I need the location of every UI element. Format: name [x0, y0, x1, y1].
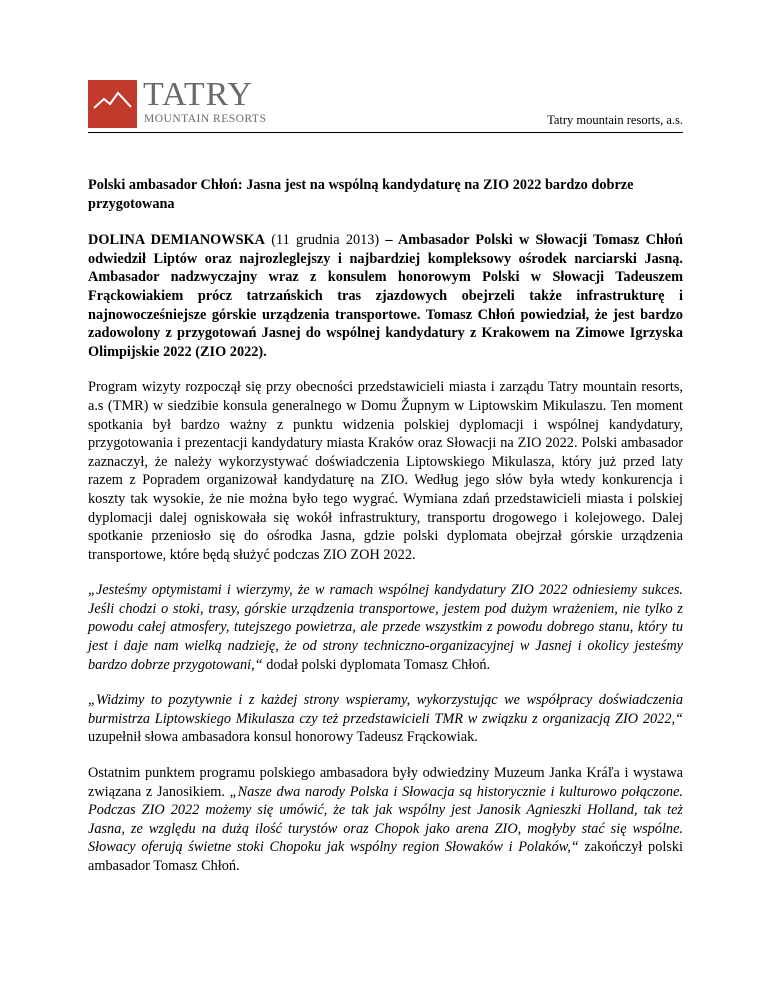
lead-text: – Ambasador Polski w Słowacji Tomasz Chłoń odwiedził Liptów oraz najrozleglejszy i najbardziej kompleksowy ośrodek narciarski Jasną. Ambasador nadzwyczajny wraz z konsulem honorowym Polski w Słowacji Tadeuszem Frąckowiakiem prócz tatrzańskich tras zjazdowych obejrzeli także infrastrukturę i najnowocześniejsze górskie urządzenia transportowe. Tomasz Chłoń powiedział, że jest bardzo zadowolony z przygotowań Jasnej do wspólnej kandydatury z Krakowem na Zimowe Igrzyska Olimpijskie 2022 (ZIO 2022).	[88, 232, 683, 360]
quote-attribution: zakończył polski ambasador Tomasz Chłoń.	[88, 839, 683, 874]
paragraph-quote-ambassador	[88, 581, 683, 674]
article-body	[88, 176, 683, 893]
paragraph-program: Program wizyty rozpoczął się przy obecności przedstawicieli miasta i zarządu Tatry mountain resorts, a.s (TMR) w siedzibie konsula generalnego w Domu Župnym w Liptowskim Mikulaszu. Ten moment spotkania był bardzo ważny z punktu widzenia polskiej dyplomacji i wspólnej kandydatury, przygotowania i prezentacji kandydatury miasta Kraków oraz Słowacji na ZIO 2022. Polski ambasador zaznaczył, że należy wykorzystywać doświadczenia Liptowskiego Mikulasza, który już przed laty razem z Popradem organizował kandydaturę na ZIO. Według jego słów była wtedy konkurencja i koszty tak wysokie, że nie można było tego wygrać. Wymiana zdań przedstawicieli miasta i polskiej dyplomacji dalej ogniskowała się wokół infrastruktury, transportu drogowego i kolejowego. Dalej spotkanie przeniosło się do ośrodka Jasna, gdzie polski dyplomata obejrzał górskie urządzenia transportowe, które będą służyć podczas ZIO ZOH 2022.	[88, 379, 683, 563]
company-name: Tatry mountain resorts, a.s.	[547, 113, 683, 127]
lead-paragraph	[88, 231, 683, 361]
quote-text: „Jesteśmy optymistami i wierzymy, że w ramach wspólnej kandydatury ZIO 2022 odniesiemy sukces. Jeśli chodzi o stoki, trasy, górskie urządzenia transportowe, jestem pod dużym wrażeniem, nie tylko z powodu całej atmosfery, tutejszego powietrza, ale przede wszystkim z powodu dobrego stanu, który tu jest i daje nam wielką nadzieję, że od strony techniczno-organizacyjnej w Jasnej i okolicy jesteśmy bardzo dobrze przygotowani,“	[88, 582, 683, 673]
article-title: Polski ambasador Chłoń: Jasna jest na wspólną kandydaturę na ZIO 2022 bardzo dobrze przygotowana	[88, 177, 634, 212]
dateline-place: DOLINA DEMIANOWSKA	[88, 232, 265, 249]
paragraph-quote-consul	[88, 691, 683, 747]
mountain-peaks-icon	[88, 80, 137, 128]
dateline-date: (11 grudnia 2013)	[265, 232, 386, 249]
header-divider	[88, 132, 683, 133]
quote-text: „Widzimy to pozytywnie i z każdej strony wspieramy, wykorzystując we współpracy doświadczenia burmistrza Liptowskiego Mikulasza czy też przedstawicieli TMR w związku z organizacją ZIO 2022,“	[88, 692, 683, 727]
paragraph-museum	[88, 764, 683, 876]
quote-attribution: dodał polski dyplomata Tomasz Chłoń.	[262, 656, 491, 673]
quote-attribution: uzupełnił słowa ambasadora konsul honorowy Tadeusz Frąckowiak.	[88, 729, 478, 746]
logo-subtitle: MOUNTAIN RESORTS	[144, 113, 267, 125]
letterhead	[88, 76, 683, 130]
paragraph-intro: Ostatnim punktem programu polskiego ambasadora były odwiedziny Muzeum Janka Kráľa i wystawa związana z Janosikiem.	[88, 765, 683, 800]
quote-text: „Nasze dwa narody Polska i Słowacja są historycznie i kulturowo połączone. Podczas ZIO 2022 możemy się umówić, że tak jak wspólny jest Janosik Agnieszki Holland, tak też Jasna, ze względu na dużą ilość turystów oraz Chopok jako arena ZIO, mogłyby stać się wspólne. Słowacy oferują świetne stoki Chopoku jak wspólny region Słowaków i Polaków,“	[88, 783, 683, 856]
logo-wordmark: TATRY	[143, 76, 253, 113]
